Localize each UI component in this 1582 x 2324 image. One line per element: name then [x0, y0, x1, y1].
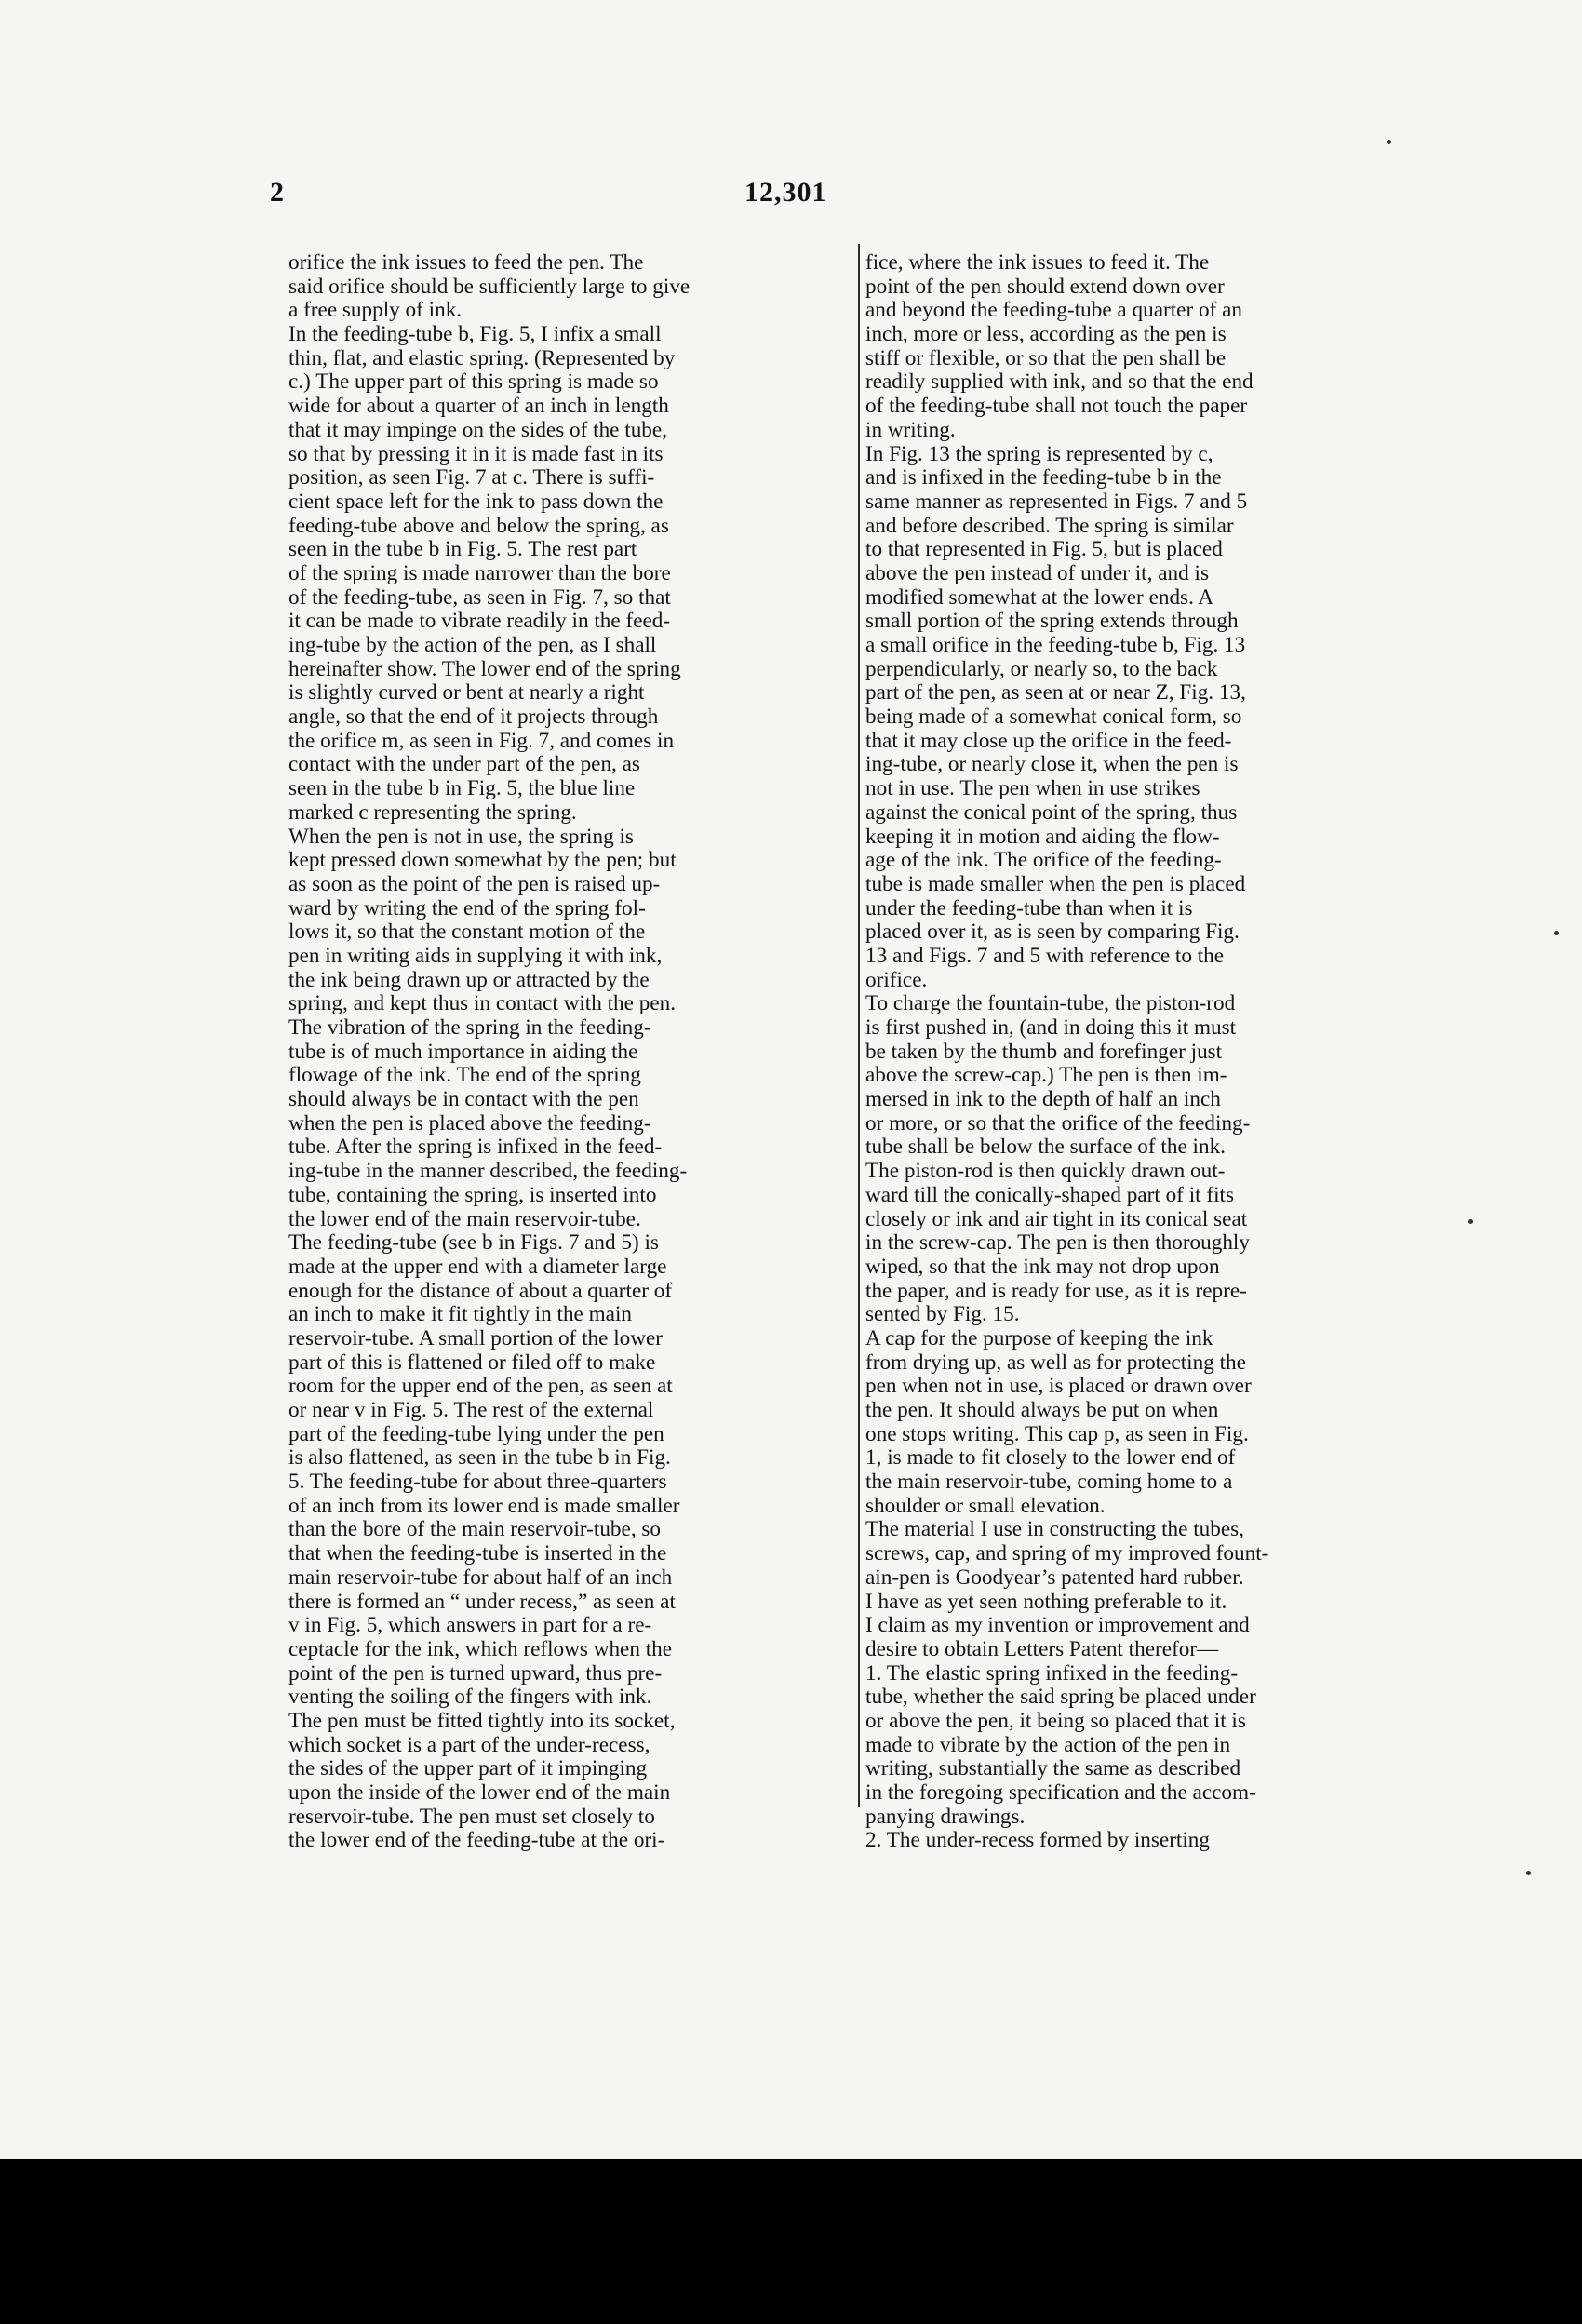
text-line: sented by Fig. 15.	[865, 1302, 1020, 1327]
text-line: keeping it in motion and aiding the flow-	[865, 824, 1220, 849]
text-line: stiff or flexible, or so that the pen shall be	[865, 345, 1227, 370]
text-line: the ink being drawn up or attracted by the	[288, 967, 650, 992]
text-line: reservoir-tube. A small portion of the lower	[288, 1325, 663, 1350]
text-line: flowage of the ink. The end of the spring	[288, 1063, 641, 1088]
text-line: the lower end of the feeding-tube at the ori-	[288, 1828, 665, 1853]
text-line: 5. The feeding-tube for about three-quarters	[288, 1470, 667, 1495]
text-line: or above the pen, it being so placed that it is	[865, 1708, 1246, 1733]
text-line: tube shall be below the surface of the ink.	[865, 1135, 1226, 1160]
text-line: age of the ink. The orifice of the feeding-	[865, 848, 1222, 873]
text-line: 13 and Figs. 7 and 5 with reference to the	[865, 943, 1225, 968]
text-line: thin, flat, and elastic spring. (Represented by	[288, 345, 676, 370]
text-line: of the feeding-tube shall not touch the paper	[865, 394, 1248, 419]
text-line: wide for about a quarter of an inch in length	[288, 394, 669, 419]
text-line: point of the pen is turned upward, thus pre-	[288, 1660, 663, 1686]
text-line: pen in writing aids in supplying it with ink,	[288, 943, 663, 968]
text-line: in writing.	[865, 417, 956, 442]
text-line: inch, more or less, according as the pen is	[865, 322, 1227, 347]
text-line: ceptacle for the ink, which reflows when the	[288, 1636, 673, 1661]
text-line: spring, and kept thus in contact with the pen.	[288, 991, 677, 1016]
text-line: c.) The upper part of this spring is made so	[288, 369, 659, 395]
text-line: screws, cap, and spring of my improved fount-	[865, 1541, 1269, 1566]
text-line: panying drawings.	[865, 1804, 1026, 1829]
text-line: room for the upper end of the pen, as seen at	[288, 1374, 673, 1399]
text-line: said orifice should be sufficiently large to give	[288, 274, 690, 299]
text-line: The piston-rod is then quickly drawn out-	[865, 1159, 1226, 1184]
text-line: ing-tube, or nearly close it, when the pen is	[865, 752, 1239, 777]
text-line: made to vibrate by the action of the pen in	[865, 1732, 1231, 1757]
text-line: desire to obtain Letters Patent therefor—	[865, 1636, 1219, 1661]
text-line: venting the soiling of the fingers with ink.	[288, 1685, 652, 1710]
text-line: of the spring is made narrower than the bore	[288, 560, 671, 585]
text-line: ward by writing the end of the spring fol-	[288, 895, 646, 920]
text-line: or more, or so that the orifice of the feeding-	[865, 1110, 1251, 1135]
page-number: 2	[270, 177, 284, 208]
text-line: above the screw-cap.) The pen is then im-	[865, 1063, 1227, 1088]
text-line: To charge the fountain-tube, the piston-rod	[865, 991, 1236, 1016]
text-line: in the screw-cap. The pen is then thoroughly	[865, 1230, 1250, 1256]
text-line: A cap for the purpose of keeping the ink	[865, 1325, 1213, 1350]
text-line: tube, whether the said spring be placed under	[865, 1685, 1256, 1710]
scan-speck	[1387, 140, 1391, 144]
text-line: perpendicularly, or nearly so, to the back	[865, 656, 1218, 681]
text-line: writing, substantially the same as described	[865, 1756, 1241, 1781]
column-divider	[858, 244, 860, 1807]
text-line: mersed in ink to the depth of half an inch	[865, 1087, 1221, 1112]
text-line: When the pen is not in use, the spring is	[288, 824, 634, 849]
text-line: shoulder or small elevation.	[865, 1493, 1106, 1518]
scan-speck	[1526, 1871, 1531, 1875]
text-line: small portion of the spring extends through	[865, 609, 1239, 634]
text-line: ward till the conically-shaped part of it fits	[865, 1182, 1234, 1207]
text-line: modified somewhat at the lower ends. A	[865, 584, 1214, 610]
text-line: be taken by the thumb and forefinger just	[865, 1039, 1223, 1064]
text-line: ing-tube by the action of the pen, as I shall	[288, 633, 657, 657]
text-line: enough for the distance of about a quarter of	[288, 1278, 673, 1303]
text-line: in the foregoing specification and the accom-	[865, 1780, 1256, 1805]
text-line: lows it, so that the constant motion of the	[288, 920, 646, 945]
text-line: ing-tube in the manner described, the feeding-	[288, 1159, 688, 1184]
text-line: placed over it, as is seen by comparing Fig.	[865, 920, 1240, 945]
text-line: feeding-tube above and below the spring, as	[288, 513, 669, 538]
text-line: is first pushed in, (and in doing this it must	[865, 1015, 1237, 1040]
text-line: 1. The elastic spring infixed in the feeding-	[865, 1660, 1239, 1686]
text-line: being made of a somewhat conical form, so	[865, 705, 1242, 730]
text-line: of the feeding-tube, as seen in Fig. 7, so that	[288, 584, 671, 610]
text-line: part of the pen, as seen at or near Z, Fig. 13,	[865, 680, 1246, 705]
text-line: I have as yet seen nothing preferable to it.	[865, 1589, 1227, 1614]
text-line: kept pressed down somewhat by the pen; but	[288, 848, 677, 873]
text-line: the pen. It should always be put on when	[865, 1398, 1219, 1422]
text-line: a free supply of ink.	[288, 298, 463, 323]
text-line: seen in the tube b in Fig. 5. The rest part	[288, 537, 637, 562]
text-line: orifice the ink issues to feed the pen. The	[288, 250, 644, 275]
text-line: it can be made to vibrate readily in the feed-	[288, 609, 671, 634]
text-line: that it may close up the orifice in the feed-	[865, 728, 1232, 753]
left-text-column	[288, 251, 851, 1853]
text-line: fice, where the ink issues to feed it. The	[865, 250, 1210, 275]
text-line: made at the upper end with a diameter large	[288, 1254, 667, 1279]
patent-number: 12,301	[744, 177, 827, 208]
text-line: when the pen is placed above the feeding-	[288, 1110, 651, 1135]
text-line: hereinafter show. The lower end of the spring	[288, 656, 681, 681]
text-line: or near v in Fig. 5. The rest of the external	[288, 1398, 654, 1422]
text-line: 1, is made to fit closely to the lower end of	[865, 1445, 1236, 1471]
text-line: seen in the tube b in Fig. 5, the blue line	[288, 776, 636, 801]
right-text-column	[865, 251, 1433, 1853]
text-line: the orifice m, as seen in Fig. 7, and comes in	[288, 728, 675, 753]
text-line: position, as seen Fig. 7 at c. There is suffi-	[288, 465, 655, 490]
text-line: against the conical point of the spring, thus	[865, 799, 1238, 825]
text-line: The material I use in constructing the tubes,	[865, 1517, 1244, 1542]
text-line: tube is made smaller when the pen is placed	[865, 871, 1246, 896]
text-line: than the bore of the main reservoir-tube, so	[288, 1517, 662, 1542]
text-line: The pen must be fitted tightly into its socket,	[288, 1708, 676, 1733]
text-line: orifice.	[865, 967, 928, 992]
text-line: contact with the under part of the pen, as	[288, 752, 640, 777]
scan-speck	[1468, 1219, 1473, 1224]
text-line: and before described. The spring is similar	[865, 513, 1234, 538]
text-line: readily supplied with ink, and so that the end	[865, 369, 1254, 395]
text-line: ain-pen is Goodyear’s patented hard rubber.	[865, 1565, 1244, 1590]
text-line: is slightly curved or bent at nearly a right	[288, 680, 645, 705]
text-line: a small orifice in the feeding-tube b, Fig. 13	[865, 633, 1246, 657]
text-line: not in use. The pen when in use strikes	[865, 776, 1200, 801]
text-line: angle, so that the end of it projects through	[288, 705, 659, 730]
text-line: and is infixed in the feeding-tube b in the	[865, 465, 1222, 490]
text-line: one stops writing. This cap p, as seen in Fig.	[865, 1421, 1249, 1446]
text-line: same manner as represented in Figs. 7 and 5	[865, 489, 1248, 514]
text-line: The vibration of the spring in the feeding-	[288, 1015, 651, 1040]
text-line: closely or ink and air tight in its conical seat	[865, 1206, 1248, 1231]
text-line: under the feeding-tube than when it is	[865, 895, 1193, 920]
text-line: is also flattened, as seen in the tube b in Fig.	[288, 1445, 671, 1471]
text-line: The feeding-tube (see b in Figs. 7 and 5) is	[288, 1230, 659, 1256]
text-line: that when the feeding-tube is inserted in the	[288, 1541, 667, 1566]
text-line: cient space left for the ink to pass down the	[288, 489, 664, 514]
text-line: the paper, and is ready for use, as it is repre-	[865, 1278, 1247, 1303]
text-line: that it may impinge on the sides of the tube,	[288, 417, 667, 442]
text-line: tube, containing the spring, is inserted into	[288, 1182, 657, 1207]
text-line: reservoir-tube. The pen must set closely to	[288, 1804, 655, 1829]
text-line: 2. The under-recess formed by inserting	[865, 1828, 1210, 1853]
text-line: an inch to make it fit tightly in the main	[288, 1302, 632, 1327]
text-line: of an inch from its lower end is made smaller	[288, 1493, 680, 1518]
text-line: point of the pen should extend down over	[865, 274, 1225, 299]
text-line: tube is of much importance in aiding the	[288, 1039, 638, 1064]
text-line: main reservoir-tube for about half of an inch	[288, 1565, 673, 1590]
text-line: wiped, so that the ink may not drop upon	[865, 1254, 1220, 1279]
text-line: there is formed an “ under recess,” as seen at	[288, 1589, 676, 1614]
text-line: as soon as the point of the pen is raised up-	[288, 871, 661, 896]
scan-speck	[1554, 931, 1559, 935]
text-line: tube. After the spring is infixed in the feed-	[288, 1135, 663, 1160]
text-line: pen when not in use, is placed or drawn over	[865, 1374, 1252, 1399]
text-line: I claim as my invention or improvement and	[865, 1613, 1250, 1638]
text-line: In Fig. 13 the spring is represented by c,	[865, 441, 1213, 466]
scan-black-border	[0, 2159, 1582, 2324]
text-line: and beyond the feeding-tube a quarter of an	[865, 298, 1242, 323]
text-line: above the pen instead of under it, and is	[865, 560, 1209, 585]
text-line: to that represented in Fig. 5, but is placed	[865, 537, 1223, 562]
text-line: the main reservoir-tube, coming home to a	[865, 1470, 1233, 1495]
text-line: part of this is flattened or filed off to make	[288, 1350, 656, 1375]
text-line: part of the feeding-tube lying under the pen	[288, 1421, 664, 1446]
text-line: the lower end of the main reservoir-tube.	[288, 1206, 641, 1231]
text-line: v in Fig. 5, which answers in part for a re-	[288, 1613, 652, 1638]
text-line: so that by pressing it in it is made fast in its	[288, 441, 664, 466]
text-line: the sides of the upper part of it impinging	[288, 1756, 648, 1781]
text-line: upon the inside of the lower end of the main	[288, 1780, 671, 1805]
text-line: In the feeding-tube b, Fig. 5, I infix a small	[288, 322, 662, 347]
text-line: should always be in contact with the pen	[288, 1087, 639, 1112]
text-line: marked c representing the spring.	[288, 799, 577, 825]
text-line: which socket is a part of the under-recess,	[288, 1732, 650, 1757]
text-line: from drying up, as well as for protecting the	[865, 1350, 1246, 1375]
